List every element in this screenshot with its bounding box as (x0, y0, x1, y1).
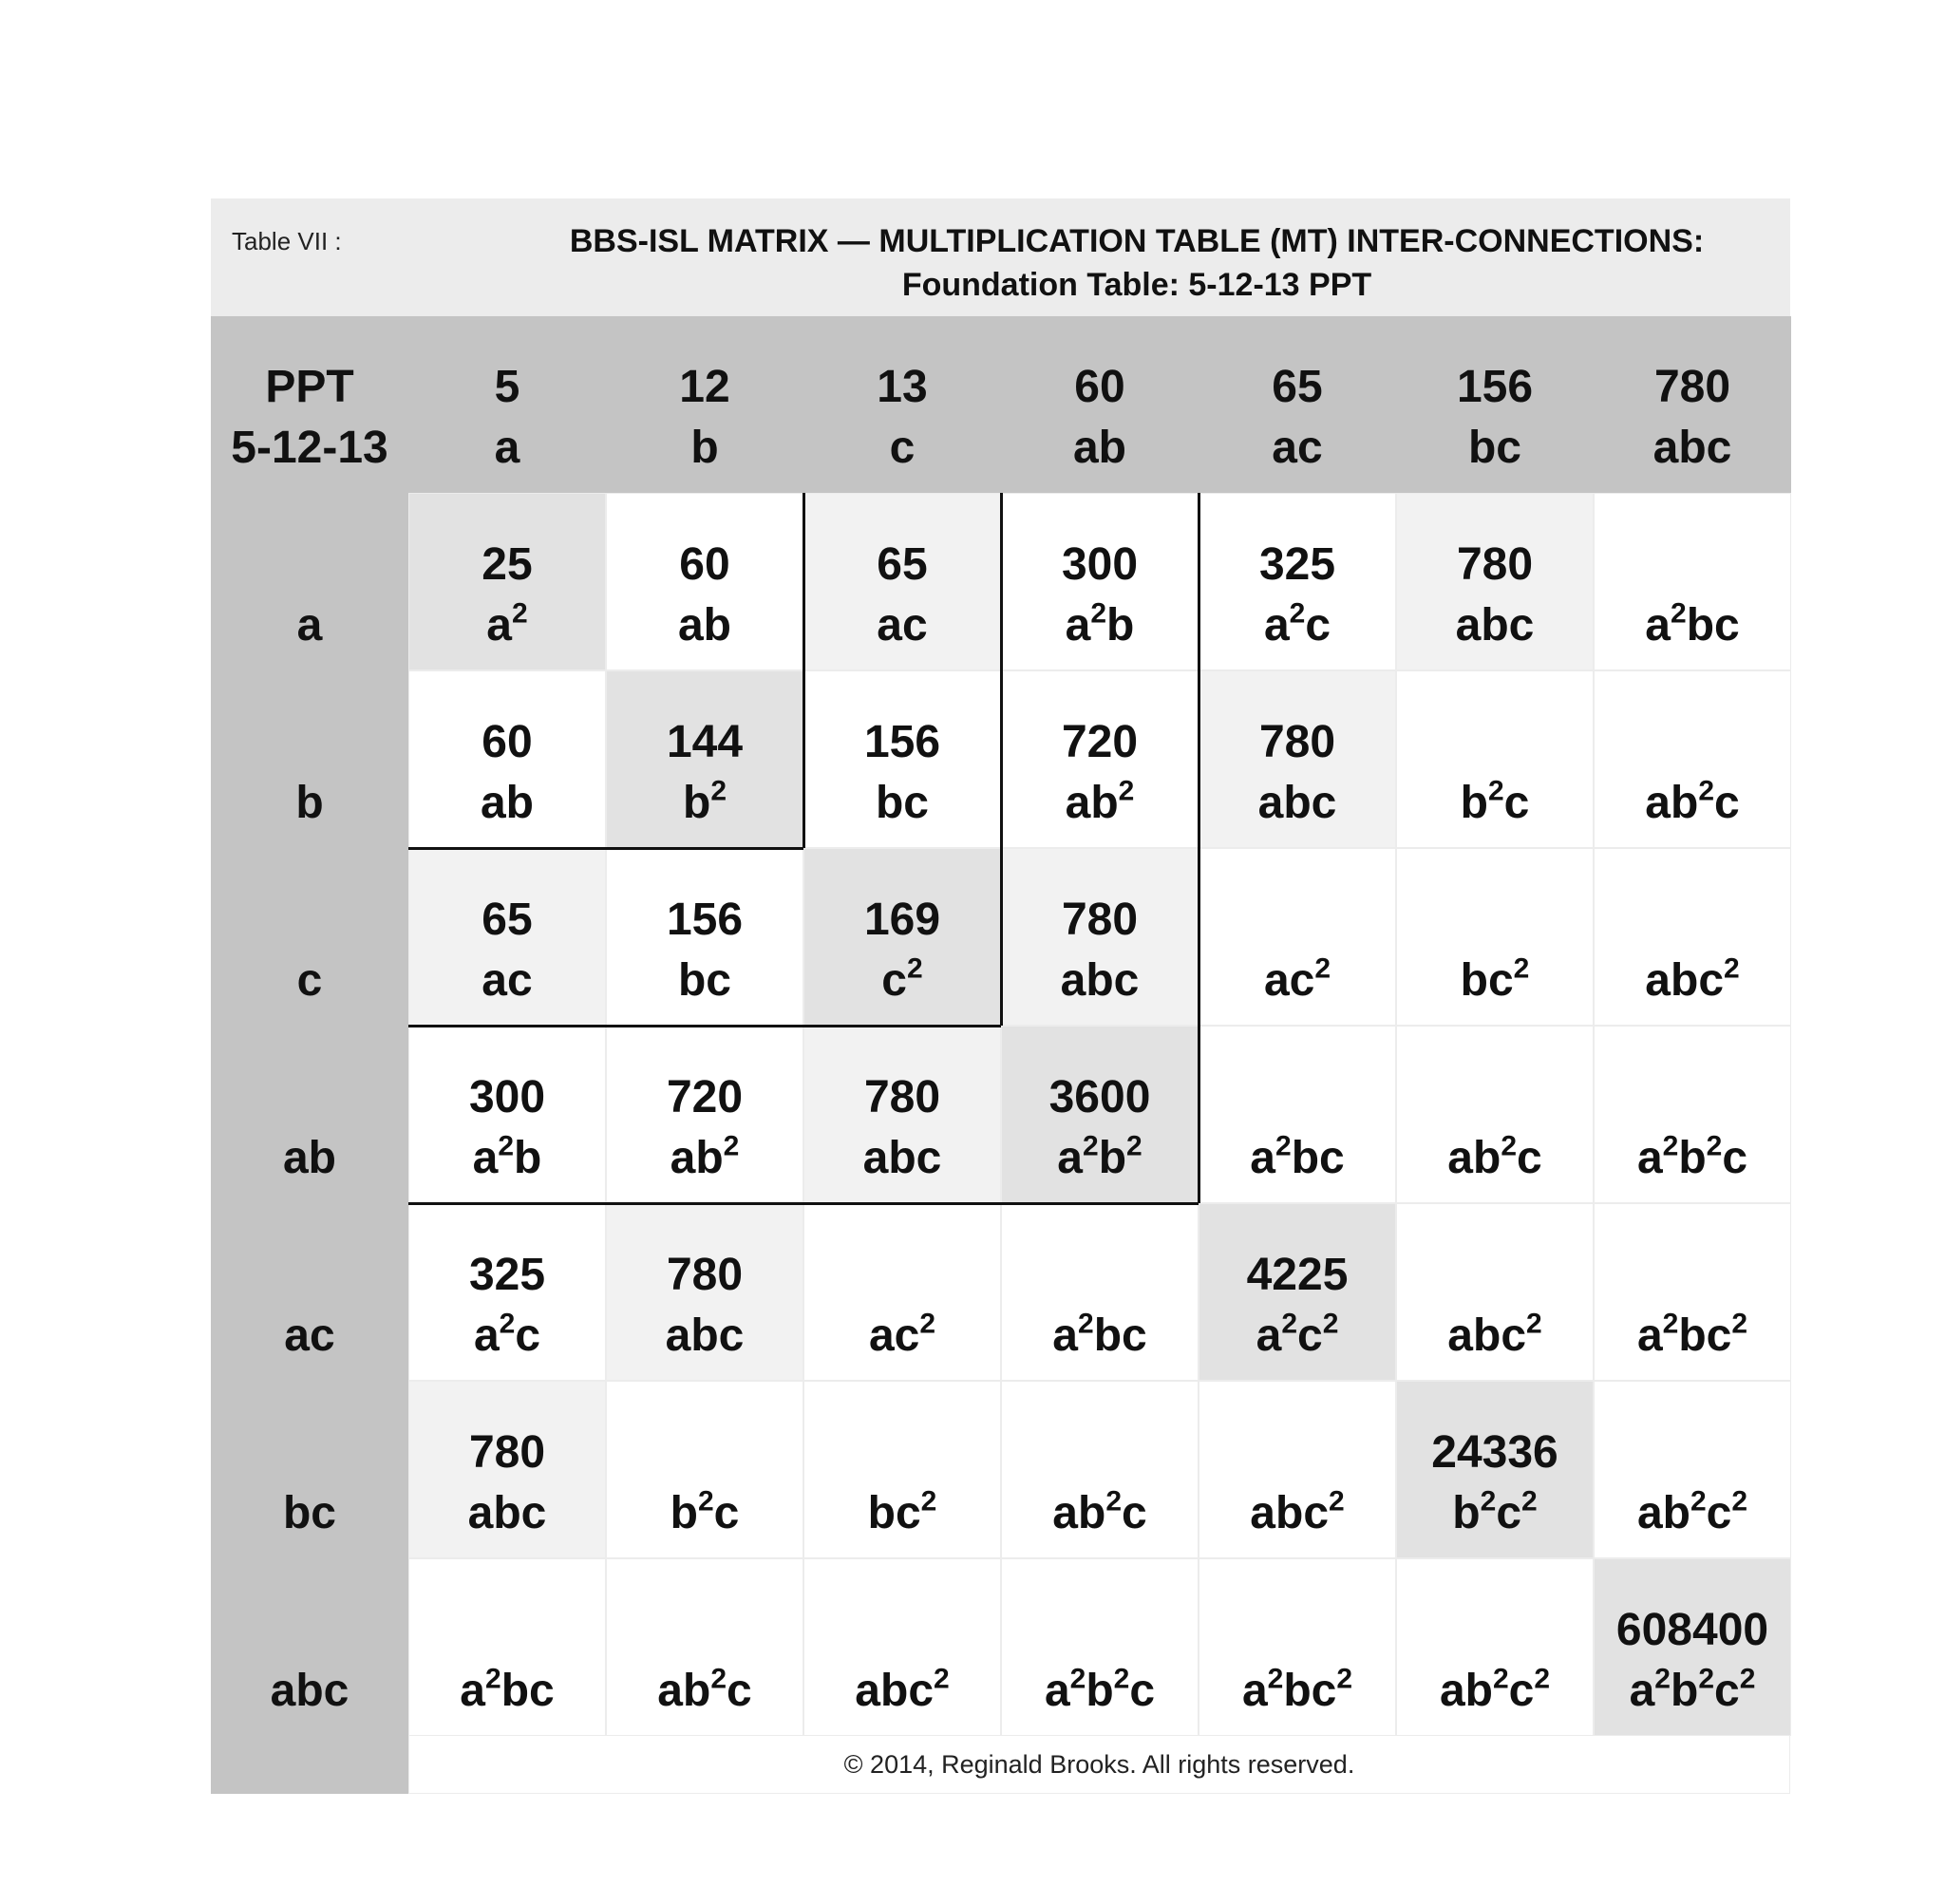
matrix-cell (1199, 1558, 1396, 1736)
cell-expression: abc (1455, 600, 1535, 650)
cell-expression: $bc^2$ (867, 1485, 937, 1538)
cell-expression: $a^2b^2$ (1057, 1130, 1142, 1183)
cell-expression: ac (482, 955, 533, 1006)
matrix-cell (1001, 670, 1199, 848)
matrix-cell (1396, 670, 1594, 848)
cell-expression: abc (665, 1310, 745, 1361)
matrix-cell (408, 493, 606, 670)
matrix-cell (803, 670, 1001, 848)
matrix-cell (1001, 1203, 1199, 1381)
cell-value: 780 (863, 1072, 941, 1122)
matrix-cell (408, 1558, 606, 1736)
matrix-cell (408, 670, 606, 848)
copyright-footer: © 2014, Reginald Brooks. All rights reserved. (408, 1735, 1790, 1794)
cell-value: 300 (468, 1072, 546, 1122)
table-title (496, 219, 1778, 307)
matrix-cell (1199, 493, 1396, 670)
cell-value: 325 (468, 1250, 546, 1300)
matrix-cell (803, 1203, 1001, 1381)
cell-expression: abc (1060, 955, 1140, 1006)
cell-expression: $a^2$ (486, 597, 528, 650)
cell-expression: $a^2c$ (1263, 597, 1331, 650)
cell-expression: $ac^2$ (1263, 952, 1331, 1006)
corner-header (211, 316, 408, 493)
cell-expression: $a^2b$ (472, 1130, 542, 1183)
row-header (211, 1381, 408, 1558)
matrix-cell (803, 1026, 1001, 1203)
cell-expression: abc (862, 1133, 942, 1183)
column-header-label: c (889, 423, 916, 473)
cell-value: 300 (1061, 539, 1139, 590)
block-boundary-line (1000, 493, 1003, 1026)
multiplication-table (211, 198, 1790, 1794)
cell-expression: abc (467, 1488, 547, 1538)
cell-expression: $ac^2$ (868, 1308, 936, 1361)
cell-value: 780 (1061, 895, 1139, 945)
cell-expression: $bc^2$ (1460, 952, 1530, 1006)
cell-value: 65 (482, 895, 533, 945)
cell-expression: $ab^2$ (1065, 775, 1135, 828)
footer-left-cell (211, 1735, 408, 1794)
matrix-cell (803, 493, 1001, 670)
cell-value: 780 (1258, 717, 1336, 767)
cell-value: 608400 (1615, 1605, 1769, 1655)
matrix-cell (1001, 1558, 1199, 1736)
title-bar (211, 198, 1790, 316)
cell-expression: $a^2c$ (473, 1308, 541, 1361)
cell-expression: $a^2b^2c$ (1044, 1663, 1156, 1716)
matrix-cell (1001, 1026, 1199, 1203)
matrix-cell (1396, 1026, 1594, 1203)
column-header-label: abc (1652, 423, 1732, 473)
matrix-cell (1199, 670, 1396, 848)
cell-value: 780 (1456, 539, 1534, 590)
cell-value: 156 (666, 895, 744, 945)
matrix-cell (1199, 848, 1396, 1026)
cell-expression: $a^2bc$ (460, 1663, 555, 1716)
cell-expression: $b^2c$ (1460, 775, 1530, 828)
row-header (211, 848, 408, 1026)
column-header-value: 12 (679, 362, 730, 412)
block-boundary-line (408, 847, 803, 850)
cell-value: 144 (666, 717, 744, 767)
column-header (606, 316, 803, 493)
matrix-cell (1001, 1381, 1199, 1558)
row-header (211, 1026, 408, 1203)
column-header (1199, 316, 1396, 493)
cell-expression: $a^2bc^2$ (1241, 1663, 1353, 1716)
matrix-cell (1199, 1203, 1396, 1381)
title-line-1: BBS-ISL MATRIX — MULTIPLICATION TABLE (MT) INTER-CONNECTIONS: (569, 223, 1705, 259)
cell-value: 780 (666, 1250, 744, 1300)
cell-expression: $ab^2c$ (657, 1663, 752, 1716)
row-header (211, 493, 408, 670)
column-header (1001, 316, 1199, 493)
matrix-cell (1001, 848, 1199, 1026)
matrix-cell (1396, 493, 1594, 670)
matrix-cell (803, 848, 1001, 1026)
block-boundary-line (1198, 493, 1200, 1203)
title-line-2: Foundation Table: 5-12-13 PPT (901, 267, 1372, 303)
column-header-label: ac (1272, 423, 1323, 473)
column-header-label: ab (1072, 423, 1126, 473)
table-label: Table VII : (232, 227, 342, 255)
cell-value: 25 (482, 539, 533, 590)
matrix-cell (1199, 1381, 1396, 1558)
matrix-cell (408, 848, 606, 1026)
cell-value: 780 (468, 1427, 546, 1478)
column-header (803, 316, 1001, 493)
matrix-cell (606, 1203, 803, 1381)
row-header-label: a (296, 600, 323, 650)
corner-label: 5-12-13 (231, 423, 388, 473)
column-header (408, 316, 606, 493)
matrix-cell (1396, 1558, 1594, 1736)
cell-value: 156 (863, 717, 941, 767)
cell-value: 720 (1061, 717, 1139, 767)
column-header-label: a (494, 423, 520, 473)
column-header-value: 65 (1272, 362, 1323, 412)
matrix-cell (606, 493, 803, 670)
cell-value: 325 (1258, 539, 1336, 590)
column-header-value: 156 (1456, 362, 1534, 412)
matrix-cell (606, 1026, 803, 1203)
cell-expression: $b^2c$ (670, 1485, 740, 1538)
block-boundary-line (408, 1202, 1199, 1205)
matrix-cell (803, 1558, 1001, 1736)
matrix-cell (606, 1558, 803, 1736)
cell-expression: abc$^2$ (855, 1663, 950, 1716)
matrix-cell (1396, 1203, 1594, 1381)
matrix-cell (1396, 1381, 1594, 1558)
row-header-label: bc (282, 1488, 336, 1538)
matrix-cell (606, 848, 803, 1026)
matrix-cell (1594, 1203, 1791, 1381)
cell-expression: abc (1257, 778, 1337, 828)
column-header-value: 780 (1653, 362, 1731, 412)
block-boundary-line (408, 1025, 1001, 1027)
cell-value: 720 (666, 1072, 744, 1122)
matrix-cell (1594, 1558, 1791, 1736)
cell-expression: $c^2$ (881, 952, 923, 1006)
cell-value: 24336 (1431, 1427, 1558, 1478)
cell-expression: $ab^2$ (670, 1130, 740, 1183)
column-header (1396, 316, 1594, 493)
cell-expression: $ab^2c$ (1052, 1485, 1147, 1538)
cell-expression: $b^2c^2$ (1452, 1485, 1538, 1538)
matrix-cell (1594, 670, 1791, 848)
column-header-value: 13 (877, 362, 928, 412)
cell-expression: $b^2$ (682, 775, 727, 828)
row-header (211, 670, 408, 848)
column-header-value: 60 (1074, 362, 1125, 412)
cell-value: 3600 (1048, 1072, 1151, 1122)
cell-expression: $a^2b^2c$ (1636, 1130, 1748, 1183)
matrix-cell (1396, 848, 1594, 1026)
matrix-cell (1594, 848, 1791, 1026)
column-header (1594, 316, 1791, 493)
cell-value: 4225 (1246, 1250, 1349, 1300)
cell-expression: ac (877, 600, 928, 650)
row-header-label: c (296, 955, 323, 1006)
matrix-cell (1594, 1381, 1791, 1558)
matrix-cell (408, 1381, 606, 1558)
cell-value: 169 (863, 895, 941, 945)
cell-expression: ab (677, 600, 731, 650)
cell-expression: bc (677, 955, 731, 1006)
cell-expression: $a^2b$ (1065, 597, 1135, 650)
cell-expression: $a^2bc$ (1250, 1130, 1345, 1183)
cell-expression: abc$^2$ (1645, 952, 1740, 1006)
matrix-cell (1001, 493, 1199, 670)
row-header-label: ac (284, 1310, 335, 1361)
matrix-cell (606, 670, 803, 848)
cell-expression: $a^2bc$ (1052, 1308, 1147, 1361)
cell-expression: $ab^2c^2$ (1439, 1663, 1551, 1716)
cell-expression: $a^2bc$ (1645, 597, 1740, 650)
column-header-label: bc (1467, 423, 1521, 473)
cell-value: 60 (679, 539, 730, 590)
cell-value: 65 (877, 539, 928, 590)
matrix-cell (1594, 493, 1791, 670)
cell-expression: $ab^2c$ (1645, 775, 1740, 828)
cell-expression: abc$^2$ (1250, 1485, 1345, 1538)
matrix-cell (408, 1203, 606, 1381)
cell-expression: bc (875, 778, 929, 828)
cell-expression: abc$^2$ (1447, 1308, 1542, 1361)
column-header-value: 5 (494, 362, 520, 412)
row-header-label: abc (270, 1666, 349, 1716)
row-header-label: ab (282, 1133, 336, 1183)
matrix-cell (606, 1381, 803, 1558)
row-header-label: b (295, 778, 324, 828)
cell-expression: $ab^2c$ (1447, 1130, 1542, 1183)
row-header (211, 1203, 408, 1381)
matrix-cell (1594, 1026, 1791, 1203)
corner-label: PPT (265, 362, 354, 412)
column-header-label: b (690, 423, 719, 473)
cell-value: 60 (482, 717, 533, 767)
row-header (211, 1558, 408, 1736)
cell-expression: $ab^2c^2$ (1636, 1485, 1748, 1538)
cell-expression: $a^2b^2c^2$ (1629, 1663, 1756, 1716)
cell-expression: $a^2c^2$ (1256, 1308, 1339, 1361)
cell-expression: ab (480, 778, 534, 828)
block-boundary-line (803, 493, 805, 848)
cell-expression: $a^2bc^2$ (1636, 1308, 1748, 1361)
matrix-cell (803, 1381, 1001, 1558)
matrix-cell (1199, 1026, 1396, 1203)
matrix-cell (408, 1026, 606, 1203)
